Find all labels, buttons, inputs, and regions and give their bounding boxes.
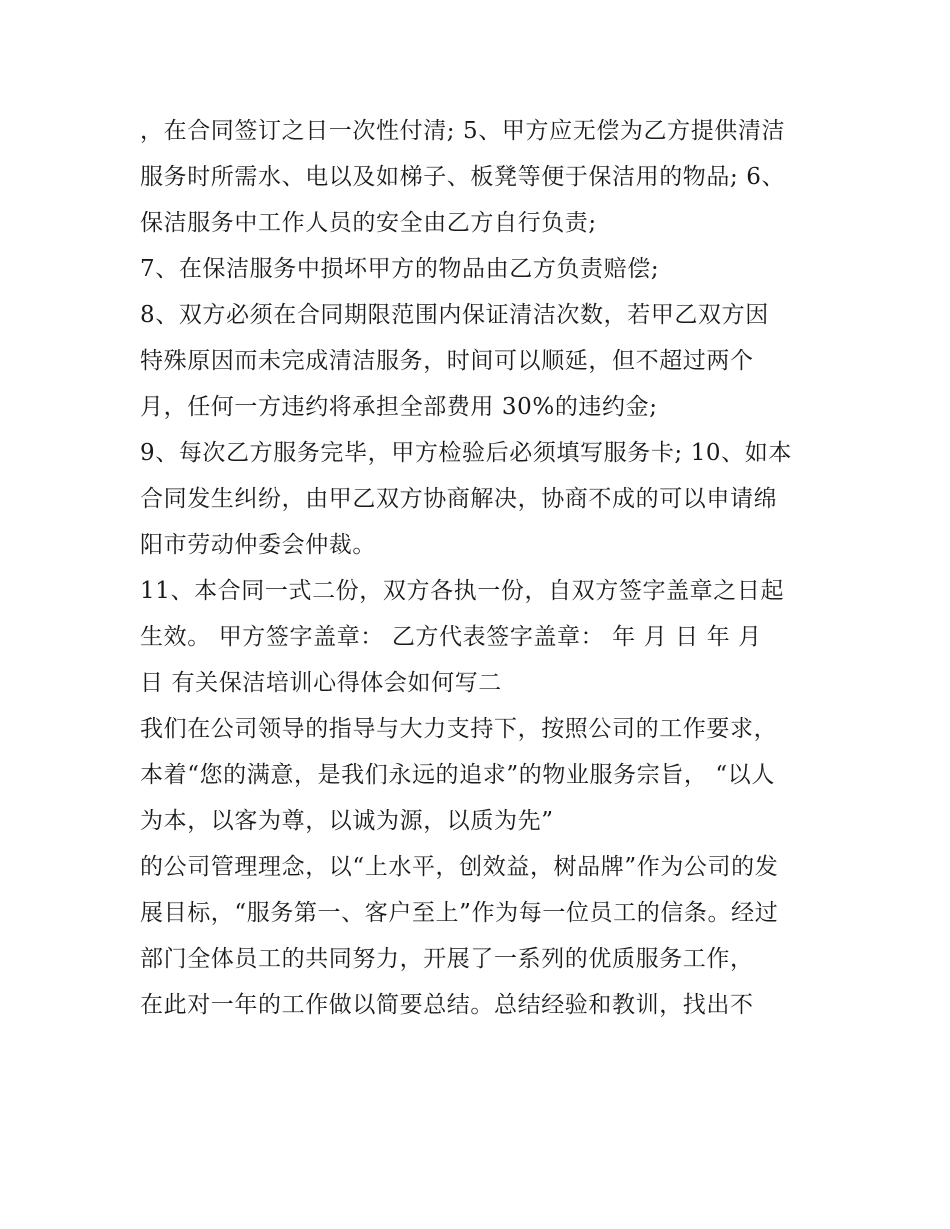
text-line: 的公司管理理念，以“上水平，创效益，树品牌”作为公司的发 bbox=[140, 854, 779, 880]
text-line: 11、本合同一式二份，双方各执一份，自双方签字盖章之日起 bbox=[140, 578, 785, 604]
text-line: 为本，以客为尊，以诚为源，以质为先” bbox=[140, 808, 554, 834]
text-line: 本着“您的满意，是我们永远的追求”的物业服务宗旨， “以人 bbox=[140, 762, 775, 788]
text-line: 合同发生纠纷，由甲乙双方协商解决，协商不成的可以申请绵 bbox=[140, 486, 778, 512]
text-line: 在此对一年的工作做以简要总结。总结经验和教训，找出不 bbox=[140, 992, 754, 1018]
text-line: 展目标，“服务第一、客户至上”作为每一位员工的信条。经过 bbox=[140, 900, 779, 926]
text-line: 保洁服务中工作人员的安全由乙方自行负责; bbox=[140, 210, 597, 236]
text-line: 特殊原因而未完成清洁服务，时间可以顺延，但不超过两个 bbox=[140, 348, 754, 374]
section-heading: 日 有关保洁培训心得体会如何写二 bbox=[140, 670, 502, 696]
text-line: 月，任何一方违约将承担全部费用 30%的违约金; bbox=[140, 394, 658, 420]
text-line: 服务时所需水、电以及如梯子、板凳等便于保洁用的物品; 6、 bbox=[140, 164, 786, 190]
document-body bbox=[140, 108, 830, 1028]
text-line: 阳市劳动仲委会仲裁。 bbox=[140, 532, 376, 558]
text-line: 7、在保洁服务中损坏甲方的物品由乙方负责赔偿; bbox=[140, 256, 660, 282]
text-line: ，在合同签订之日一次性付清; 5、甲方应无偿为乙方提供清洁 bbox=[140, 118, 786, 144]
text-line: 9、每次乙方服务完毕，甲方检验后必须填写服务卡; 10、如本 bbox=[140, 440, 792, 466]
text-line: 我们在公司领导的指导与大力支持下，按照公司的工作要求， bbox=[140, 716, 778, 742]
text-line: 8、双方必须在合同期限范围内保证清洁次数，若甲乙双方因 bbox=[140, 302, 769, 328]
text-line: 部门全体员工的共同努力，开展了一系列的优质服务工作， bbox=[140, 946, 754, 972]
text-line: 生效。 甲方签字盖章： 乙方代表签字盖章： 年 月 日 年 月 bbox=[140, 624, 762, 650]
